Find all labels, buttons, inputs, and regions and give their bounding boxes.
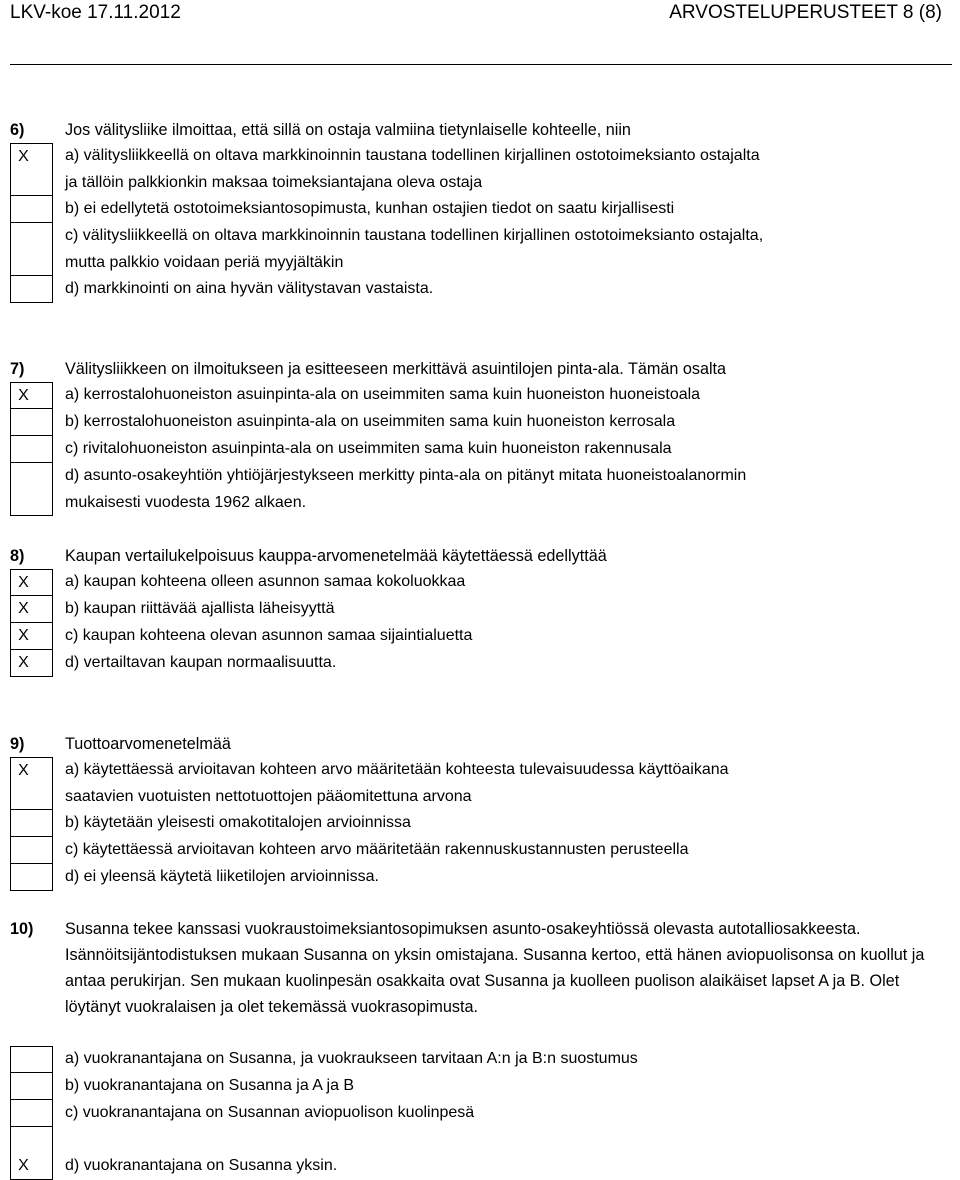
answer-options [10,757,950,891]
option-line: c) välitysliikkeellä on oltava markkinoinnin taustana todellinen kirjallinen ostotoimeksianto ostajalta, [65,227,764,244]
answer-mark: X [10,596,53,623]
question-header [10,356,950,382]
question-number: 6) [10,121,25,139]
question-8 [10,543,950,677]
question-9 [10,731,950,891]
option-line: saatavien vuotuisten nettotuottojen pääomitettuna arvona [65,787,472,805]
question-7 [10,356,950,516]
answer-mark [10,810,53,837]
option-c [10,223,950,276]
answer-mark [10,463,53,516]
answer-options [10,1046,950,1180]
question-number: 7) [10,360,25,378]
question-number: 10) [10,920,34,938]
option-b [10,596,950,623]
option-text [53,382,950,409]
option-line [65,1127,950,1153]
option-text [53,650,950,677]
option-text [53,837,950,864]
option-d [10,463,950,516]
option-line: mutta palkkio voidaan periä myyjältäkin [65,253,344,271]
answer-mark [10,1073,53,1100]
option-a [10,1046,950,1073]
option-text [53,409,950,436]
question-6 [10,117,950,303]
option-text [53,463,950,516]
option-d [10,276,950,303]
option-b [10,196,950,223]
question-text: Susanna tekee kanssasi vuokraustoimeksiantosopimuksen asunto-osakeyhtiössä olevasta autotalliosakkeesta. Isännöitsijäntodistuksen mukaan Susanna on yksin omistajana. Susanna kertoo, että hänen aviopuolisonsa on kuollut ja antaa perukirjan. Sen mukaan kuolinpesän osakkaita ovat Susanna ja kuolleen puolison alaikäiset lapset A ja B. Olet löytänyt vuokralaisen ja olet tekemässä vuokrasopimusta. [65,920,925,1016]
question-text: Välitysliikkeen on ilmoitukseen ja esitteeseen merkittävä asuintilojen pinta-ala. Tämän osalta [65,360,727,378]
page-header [0,0,960,28]
question-header [10,731,950,757]
exam-title: LKV-koe 17.11.2012 [10,2,181,23]
option-a [10,143,950,196]
answer-mark [10,1100,53,1127]
option-text [53,1046,950,1073]
option-line: b) vuokranantajana on Susanna ja A ja B [65,1077,355,1094]
option-b [10,810,950,837]
answer-mark [10,196,53,223]
option-line: b) kerrostalohuoneiston asuinpinta-ala on useimmiten sama kuin huoneiston kerrosala [65,413,676,430]
option-line: d) markkinointi on aina hyvän välitystavan vastaista. [65,280,434,297]
header-divider [10,64,952,65]
question-10 [10,916,950,1180]
answer-mark [10,223,53,276]
option-text [53,1073,950,1100]
option-line: d) asunto-osakeyhtiön yhtiöjärjestykseen merkitty pinta-ala on pitänyt mitata huoneistoalanormin [65,467,747,484]
answer-mark [10,276,53,303]
question-text: Kaupan vertailukelpoisuus kauppa-arvomenetelmää käytettäessä edellyttää [65,547,607,565]
answer-mark [10,409,53,436]
option-d [10,650,950,677]
option-text [53,569,950,596]
option-text [53,1100,950,1127]
question-number: 8) [10,547,25,565]
option-c [10,623,950,650]
option-a [10,757,950,810]
option-line: d) ei yleensä käytetä liiketilojen arvioinnissa. [65,868,379,885]
answer-options [10,143,950,303]
answer-mark [10,436,53,463]
option-text [53,276,950,303]
answer-mark: X [10,382,53,409]
option-line: ja tällöin palkkionkin maksaa toimeksiantajana oleva ostaja [65,173,483,191]
option-d [10,864,950,891]
option-line: d) vuokranantajana on Susanna yksin. [65,1157,338,1174]
answer-mark [10,1046,53,1073]
option-line: d) vertailtavan kaupan normaalisuutta. [65,654,337,671]
answer-mark: X [10,143,53,196]
option-text [53,436,950,463]
option-text [53,1127,950,1180]
answer-mark [10,1127,53,1180]
answer-mark: X [10,757,53,810]
option-text [53,810,950,837]
option-text [53,757,950,810]
answer-mark [10,837,53,864]
answer-mark-text: X [18,1157,29,1174]
option-a [10,382,950,409]
answer-mark [10,864,53,891]
option-line: c) rivitalohuoneiston asuinpinta-ala on useimmiten sama kuin huoneiston rakennusala [65,440,672,457]
answer-mark: X [10,569,53,596]
option-d [10,1127,950,1180]
option-line: a) kaupan kohteena olleen asunnon samaa kokoluokkaa [65,573,466,590]
answer-options [10,569,950,677]
option-line: a) välitysliikkeellä on oltava markkinoinnin taustana todellinen kirjallinen ostotoimeksianto ostajalta [65,147,760,164]
option-b [10,409,950,436]
option-text [53,596,950,623]
question-text: Jos välitysliike ilmoittaa, että sillä on ostaja valmiina tietynlaiselle kohteelle, niin [65,121,631,139]
option-text [53,623,950,650]
question-header [10,543,950,569]
answer-mark: X [10,650,53,677]
option-a [10,569,950,596]
option-c [10,436,950,463]
option-line: mukaisesti vuodesta 1962 alkaen. [65,493,307,511]
question-header [10,117,950,143]
option-line: c) vuokranantajana on Susannan aviopuolison kuolinpesä [65,1104,475,1121]
question-number: 9) [10,735,25,753]
option-c [10,837,950,864]
option-line: c) käytettäessä arvioitavan kohteen arvo määritetään rakennuskustannusten perusteella [65,841,689,858]
option-text [53,196,950,223]
option-line: a) käytettäessä arvioitavan kohteen arvo määritetään kohteesta tulevaisuudessa käyttöaikana [65,761,729,778]
page-label: ARVOSTELUPERUSTEET 8 (8) [669,2,942,23]
option-line: b) käytetään yleisesti omakotitalojen arvioinnissa [65,814,411,831]
option-text [53,223,950,276]
option-text [53,143,950,196]
option-line: a) kerrostalohuoneiston asuinpinta-ala on useimmiten sama kuin huoneiston huoneistoala [65,386,701,403]
option-line: b) kaupan riittävää ajallista läheisyyttä [65,600,335,617]
question-header [10,916,950,1046]
option-line: a) vuokranantajana on Susanna, ja vuokraukseen tarvitaan A:n ja B:n suostumus [65,1050,638,1067]
option-line: b) ei edellytetä ostotoimeksiantosopimusta, kunhan ostajien tiedot on saatu kirjallisesti [65,200,675,217]
option-c [10,1100,950,1127]
answer-mark: X [10,623,53,650]
option-line: c) kaupan kohteena olevan asunnon samaa sijaintialuetta [65,627,473,644]
option-b [10,1073,950,1100]
answer-options [10,382,950,516]
option-text [53,864,950,891]
question-text: Tuottoarvomenetelmää [65,735,231,753]
